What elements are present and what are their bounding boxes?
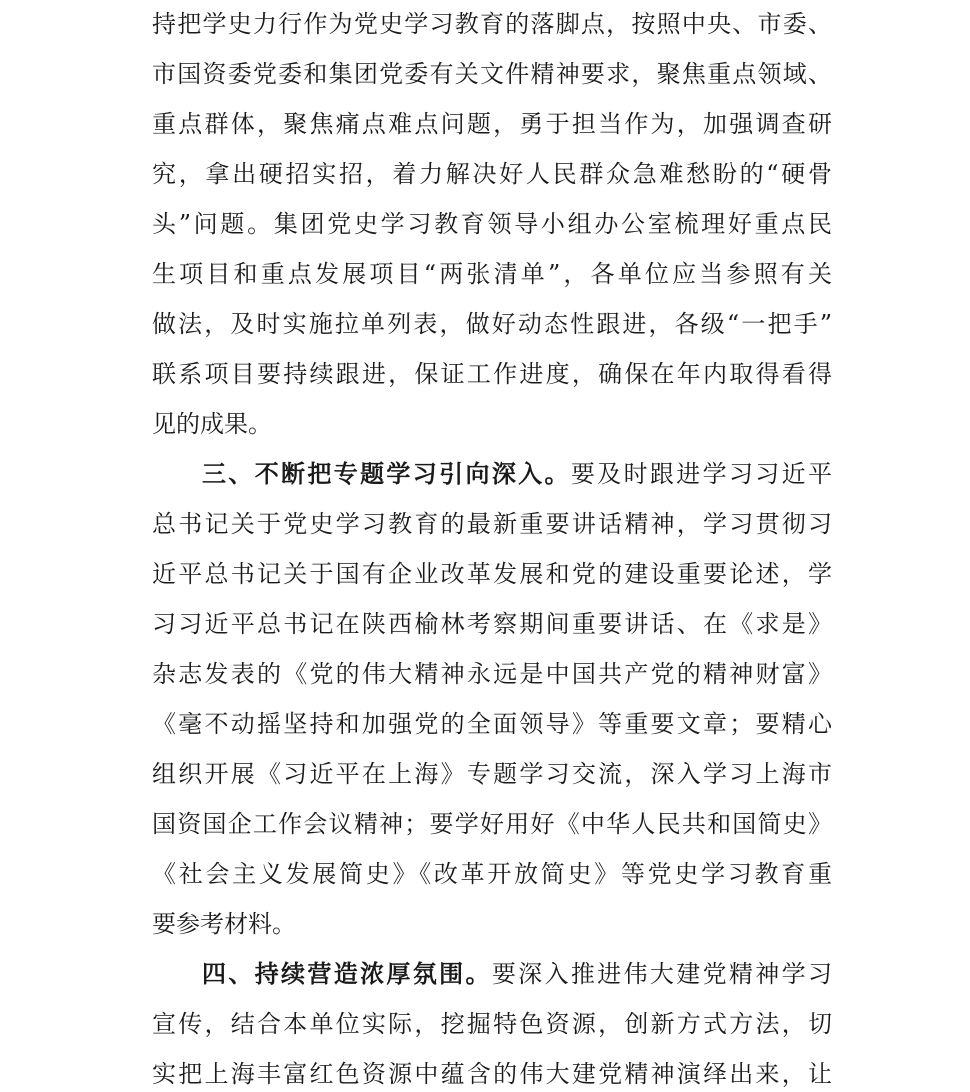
paragraph-line: 联系项目要持续跟进，保证工作进度，确保在年内取得看得 — [152, 360, 832, 388]
paragraph-text: 要深入推进伟大建党精神学习 — [491, 960, 833, 988]
paragraph-first-line — [202, 456, 832, 492]
paragraph-line: 《毫不动摇坚持和加强党的全面领导》等重要文章；要精心 — [152, 710, 832, 738]
paragraph-line: 究，拿出硬招实招，着力解决好人民群众急难愁盼的“硬骨 — [152, 160, 832, 188]
paragraph-line: 组织开展《习近平在上海》专题学习交流，深入学习上海市 — [152, 760, 832, 788]
paragraph-line: 国资国企工作会议精神；要学好用好《中华人民共和国简史》 — [152, 810, 832, 838]
paragraph-line: 持把学史力行作为党史学习教育的落脚点，按照中央、市委、 — [152, 10, 832, 38]
paragraph-line: 《社会主义发展简史》《改革开放简史》等党史学习教育重 — [152, 860, 832, 888]
paragraph-line: 杂志发表的《党的伟大精神永远是中国共产党的精神财富》 — [152, 660, 832, 688]
section-heading: 四、持续营造浓厚氛围。 — [202, 959, 492, 988]
paragraph-first-line — [202, 956, 832, 992]
paragraph-line: 重点群体，聚焦痛点难点问题，勇于担当作为，加强调查研 — [152, 110, 832, 138]
section-heading: 三、不断把专题学习引向深入。 — [202, 459, 571, 488]
paragraph-line: 生项目和重点发展项目“两张清单”，各单位应当参照有关 — [152, 260, 832, 288]
paragraph-line: 实把上海丰富红色资源中蕴含的伟大建党精神演绎出来，让 — [152, 1060, 832, 1088]
paragraph-line: 见的成果。 — [152, 410, 272, 438]
paragraph-line: 做法，及时实施拉单列表，做好动态性跟进，各级“一把手” — [152, 310, 832, 338]
paragraph-text: 要及时跟进学习习近平 — [570, 460, 833, 488]
paragraph-line: 近平总书记关于国有企业改革发展和党的建设重要论述，学 — [152, 560, 832, 588]
paragraph-line: 要参考材料。 — [152, 910, 296, 938]
paragraph-line: 总书记关于党史学习教育的最新重要讲话精神，学习贯彻习 — [152, 510, 832, 538]
paragraph-line: 宣传，结合本单位实际，挖掘特色资源，创新方式方法，切 — [152, 1010, 832, 1038]
paragraph-line: 头”问题。集团党史学习教育领导小组办公室梳理好重点民 — [152, 210, 832, 238]
paragraph-line: 市国资委党委和集团党委有关文件精神要求，聚焦重点领域、 — [152, 60, 832, 88]
paragraph-line: 习习近平总书记在陕西榆林考察期间重要讲话、在《求是》 — [152, 610, 832, 638]
